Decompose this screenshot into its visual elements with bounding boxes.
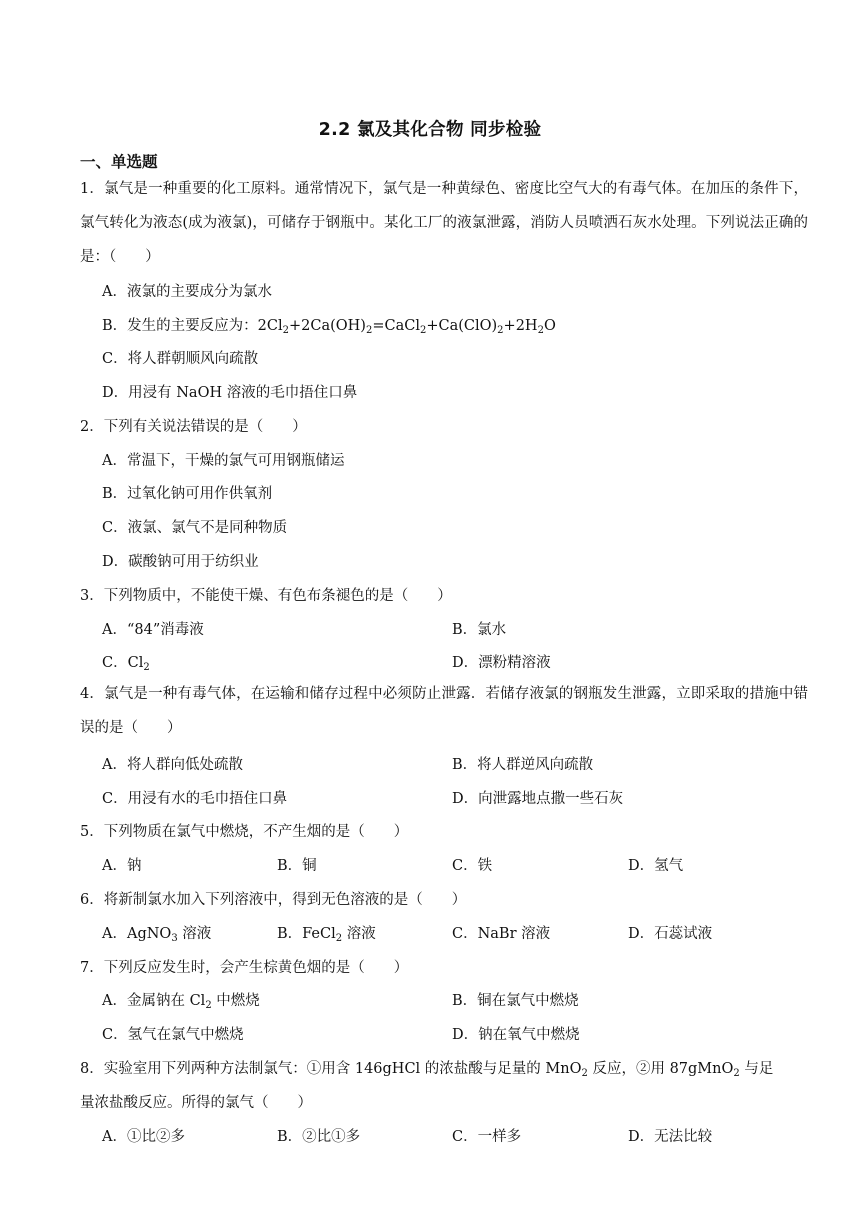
stem-part: 用 87gMnO	[650, 1061, 734, 1077]
question-6-option-a	[102, 924, 211, 944]
question-5-option-d: D．氢气	[628, 858, 684, 874]
subscript: 2	[733, 1068, 740, 1079]
question-8-stem-line-2: 量浓盐酸反应。所得的氯气（ ）	[80, 1095, 312, 1111]
question-1-option-c: C．将人群朝顺风向疏散	[102, 351, 259, 367]
circled-number-2: ②	[635, 1061, 651, 1077]
question-2-option-a: A．常温下，干燥的氯气可用钢瓶储运	[102, 453, 345, 469]
option-mid: 比	[316, 1129, 332, 1145]
question-5-option-c: C．铁	[452, 858, 493, 874]
option-b-suffix: 溶液	[342, 926, 376, 942]
question-7-option-c: C．氢气在氯气中燃烧	[102, 1027, 244, 1043]
circled-number-1: ①	[306, 1061, 322, 1077]
subscript: 2	[581, 1068, 588, 1079]
question-1-option-b	[102, 316, 556, 336]
option-b-prefix: B．FeCl	[277, 926, 336, 942]
question-4-option-b: B．将人群逆风向疏散	[452, 757, 594, 773]
question-6-option-b	[277, 924, 376, 944]
question-3-stem: 3．下列物质中，不能使干燥、有色布条褪色的是（ ）	[80, 588, 452, 604]
stem-part: 与足	[739, 1061, 774, 1077]
option-prefix: B．	[277, 1129, 303, 1145]
page-title: 2.2 氯及其化合物 同步检验	[318, 120, 542, 140]
stem-part: 反应，	[587, 1061, 636, 1077]
question-5-stem: 5．下列物质在氯气中燃烧，不产生烟的是（ ）	[80, 824, 409, 840]
circled-number-1: ①	[126, 1129, 142, 1145]
question-8-option-d: D．无法比较	[628, 1129, 713, 1145]
question-7-stem: 7．下列反应发生时，会产生棕黄色烟的是（ ）	[80, 960, 409, 976]
question-7-option-d: D．钠在氧气中燃烧	[452, 1027, 580, 1043]
question-3-option-c: C．$Cl_2$	[102, 655, 150, 673]
question-4-option-c: C．用浸有水的毛巾捂住口鼻	[102, 791, 288, 807]
question-5-option-b: B．铜	[277, 858, 317, 874]
option-a-subscript: 3	[171, 933, 178, 944]
option-a-suffix: 溶液	[177, 926, 212, 942]
option-b-prefix: B．发生的主要反应为：	[102, 318, 258, 334]
question-6-stem: 6．将新制氯水加入下列溶液中，得到无色溶液的是（ ）	[80, 892, 467, 908]
option-a-suffix: 中燃烧	[211, 993, 260, 1009]
question-8-stem-line-1	[80, 1059, 810, 1079]
question-3-option-b: B．氯水	[452, 622, 507, 638]
question-2-option-b: B．过氧化钠可用作供氧剂	[102, 486, 273, 502]
option-suffix: 多	[345, 1129, 361, 1145]
question-2-option-d: D．碳酸钠可用于纺织业	[102, 554, 259, 570]
option-suffix: 多	[170, 1129, 185, 1145]
question-6-option-c: C．NaBr 溶液	[452, 926, 551, 942]
circled-number-2: ②	[302, 1129, 317, 1145]
option-a-prefix: A．金属钠在 Cl	[102, 993, 206, 1009]
question-8-option-b	[277, 1127, 360, 1147]
section-heading: 一、单选题	[80, 153, 158, 171]
question-1-option-d: D．用浸有 NaOH 溶液的毛巾捂住口鼻	[102, 385, 358, 401]
question-6-option-d: D．石蕊试液	[628, 926, 713, 942]
question-7-option-a	[102, 991, 260, 1011]
question-1-stem: 1．氯气是一种重要的化工原料。通常情况下，氯气是一种黄绿色、密度比空气大的有毒气体。在加压的条件下，氯气转化为液态(成为液氯)，可储存于钢瓶中。某化工厂的液氯泄露，消防人员喷洒石灰水处理。下列说法正确的是：（ ）	[80, 181, 808, 265]
question-2-stem: 2．下列有关说法错误的是（ ）	[80, 419, 307, 435]
option-prefix: A．	[102, 1129, 127, 1145]
option-a-prefix: A．AgNO	[102, 926, 172, 942]
option-a-subscript: 2	[205, 1000, 212, 1011]
question-3-option-d: D．漂粉精溶液	[452, 655, 551, 671]
question-7-option-b: B．铜在氯气中燃烧	[452, 993, 579, 1009]
question-8-option-c: C．一样多	[452, 1129, 522, 1145]
circled-number-1: ①	[331, 1129, 346, 1145]
option-b-equation: $2Cl_2+2Ca(OH)_2=CaCl_2+Ca(ClO)_2+2H_2O$	[257, 318, 556, 336]
option-c-prefix: C．	[102, 655, 128, 671]
question-4-option-d: D．向泄露地点撒一些石灰	[452, 791, 624, 807]
question-4-option-a: A．将人群向低处疏散	[102, 757, 243, 773]
question-1-option-a: A．液氯的主要成分为氯水	[102, 284, 272, 300]
circled-number-2: ②	[155, 1129, 171, 1145]
question-5-option-a: A．钠	[102, 858, 142, 874]
question-4-stem: 4．氯气是一种有毒气体，在运输和储存过程中必须防止泄露．若储存液氯的钢瓶发生泄露，立即采取的措施中错误的是（ ）	[80, 686, 808, 736]
option-mid: 比	[141, 1129, 156, 1145]
stem-part: 8．实验室用下列两种方法制氯气：	[80, 1061, 307, 1077]
question-2-option-c: C．液氯、氯气不是同种物质	[102, 520, 288, 536]
stem-part: 用含 146gHCl 的浓盐酸与足量的 MnO	[321, 1061, 582, 1077]
question-3-option-a: A．“84”消毒液	[102, 622, 204, 638]
question-8-option-a	[102, 1127, 185, 1147]
option-b-subscript: 2	[335, 933, 343, 944]
